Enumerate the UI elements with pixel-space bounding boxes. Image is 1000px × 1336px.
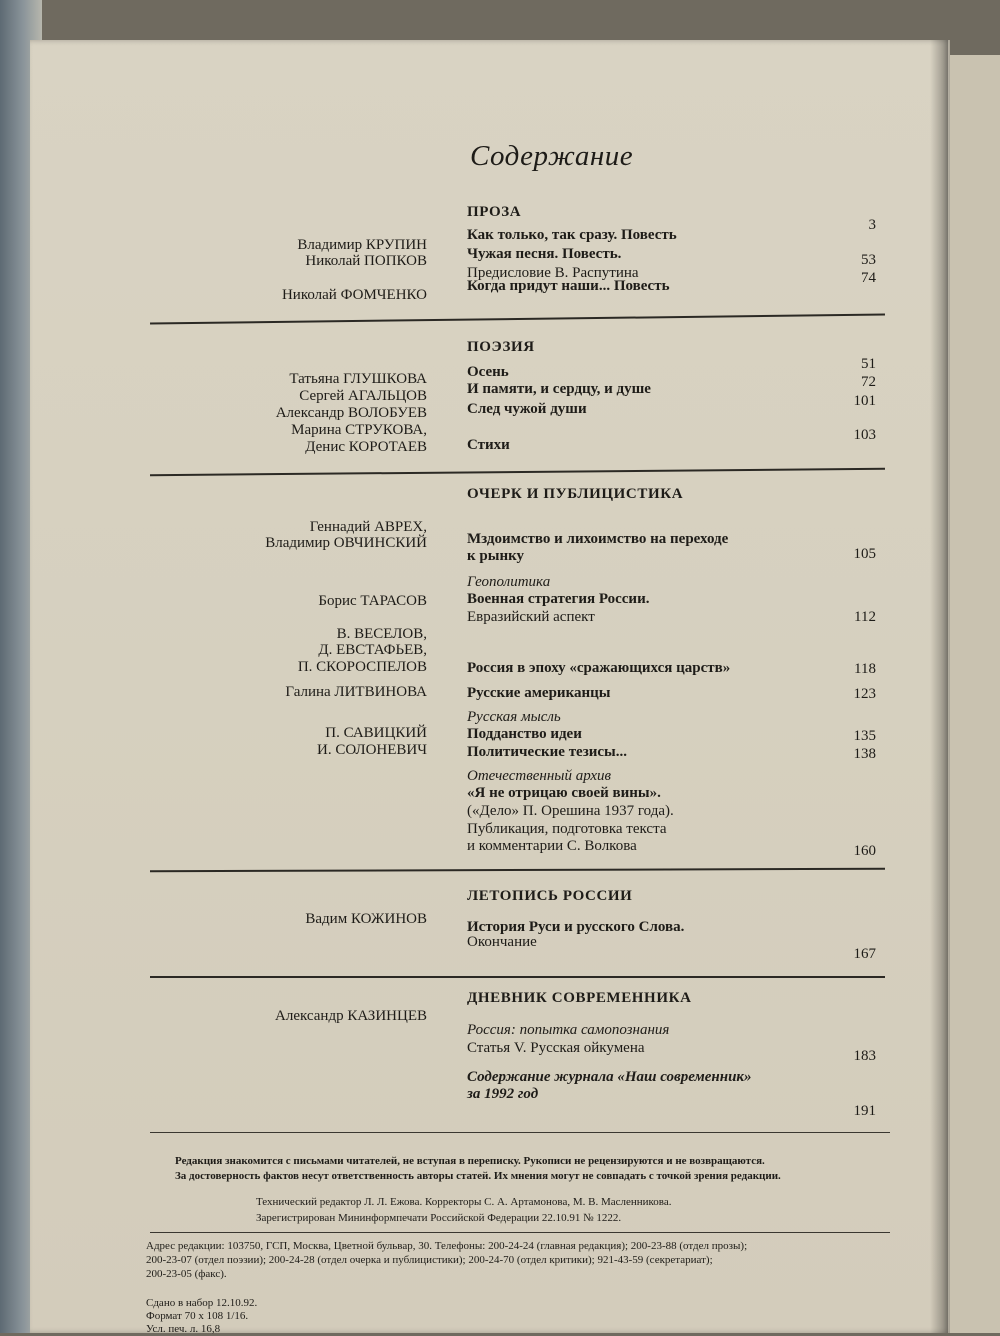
section-heading-chronicle: ЛЕТОПИСЬ РОССИИ: [467, 888, 633, 904]
work-title: Содержание журнала «Наш современник»: [467, 1069, 752, 1085]
author: Николай ПОПКОВ: [305, 253, 427, 269]
imprint-line: Формат 70 х 108 1/16.: [146, 1310, 249, 1322]
work-title: Мздоимство и лихоимство на переходе: [467, 531, 729, 547]
work-title: Русские американцы: [467, 685, 611, 701]
author: Борис ТАРАСОВ: [318, 593, 427, 609]
author: Владимир КРУПИН: [297, 237, 427, 253]
work-title: Политические тезисы...: [467, 744, 628, 760]
author: Татьяна ГЛУШКОВА: [289, 371, 427, 387]
page-number: 123: [853, 686, 876, 702]
author: Александр ВОЛОБУЕВ: [275, 405, 427, 421]
work-title: История Руси и русского Слова.: [467, 919, 685, 935]
page-number: 191: [853, 1103, 876, 1119]
work-title: Чужая песня. Повесть.: [467, 246, 622, 262]
page-number: 138: [853, 746, 876, 762]
page-title: Содержание: [470, 140, 634, 172]
work-title: и комментарии С. Волкова: [467, 838, 637, 854]
work-title: к рынку: [467, 548, 525, 564]
section-heading-essays: ОЧЕРК И ПУБЛИЦИСТИКА: [467, 486, 684, 502]
editorial-address: 200-23-07 (отдел поэзии); 200-24-28 (отдел очерка и публицистики); 200-24-70 (отдел критики); 921-43-59 (секретариат);: [146, 1254, 713, 1266]
work-title: Статья V. Русская ойкумена: [467, 1040, 645, 1056]
section-heading-prose: ПРОЗА: [467, 204, 522, 220]
footer-divider: [150, 1132, 890, 1133]
author: Николай ФОМЧЕНКО: [281, 287, 427, 303]
section-heading-poetry: ПОЭЗИЯ: [467, 339, 535, 355]
author: Денис КОРОТАЕВ: [305, 439, 427, 455]
rubric-title: Геополитика: [467, 574, 551, 590]
page-number: 167: [853, 946, 876, 962]
page-gutter-shadow: [930, 40, 948, 1333]
page-number: 53: [861, 252, 876, 268]
page-number: 135: [853, 728, 876, 744]
author: Марина СТРУКОВА,: [291, 422, 427, 438]
page-number: 103: [853, 427, 876, 443]
work-title: Когда придут наши... Повесть: [467, 278, 670, 294]
page-number: 183: [853, 1048, 876, 1064]
registration-line: Зарегистрирован Мининформпечати Российской Федерации 22.10.91 № 1222.: [256, 1212, 622, 1224]
work-title: Россия в эпоху «сражающихся царств»: [467, 660, 731, 676]
footer-divider: [150, 1232, 890, 1233]
work-title: Публикация, подготовка текста: [467, 821, 667, 837]
editorial-address: 200-23-05 (факс).: [146, 1268, 227, 1280]
author: Вадим КОЖИНОВ: [305, 911, 427, 927]
section-divider: [150, 976, 885, 978]
work-title: И памяти, и сердцу, и душе: [467, 381, 651, 397]
page-number: 3: [868, 217, 876, 233]
author: Галина ЛИТВИНОВА: [285, 684, 427, 700]
work-title: Подданство идеи: [467, 726, 582, 742]
work-title: Военная стратегия России.: [467, 591, 650, 607]
work-title: Окончание: [467, 934, 537, 950]
technical-editor-line: Технический редактор Л. Л. Ежова. Корректоры С. А. Артамонова, М. В. Масленникова.: [256, 1196, 672, 1208]
editorial-note: За достоверность фактов несут ответственность авторы статей. Их мнения могут не совпадать с точкой зрения редакции.: [175, 1170, 781, 1182]
page-number: 101: [853, 393, 876, 409]
editorial-address: Адрес редакции: 103750, ГСП, Москва, Цветной бульвар, 30. Телефоны: 200-24-24 (главная редакция); 200-23-88 (отдел прозы);: [146, 1240, 748, 1252]
author: П. САВИЦКИЙ: [325, 725, 427, 741]
page-number: 72: [861, 374, 876, 390]
author: Владимир ОВЧИНСКИЙ: [265, 535, 427, 551]
author: В. ВЕСЕЛОВ,: [336, 626, 427, 642]
page-number: 74: [861, 270, 876, 286]
rubric-title: Отечественный архив: [467, 768, 612, 784]
author: Сергей АГАЛЬЦОВ: [299, 388, 427, 404]
author: Александр КАЗИНЦЕВ: [275, 1008, 427, 1024]
work-title: «Я не отрицаю своей вины».: [467, 785, 661, 801]
work-title: за 1992 год: [467, 1086, 539, 1102]
imprint-line: Усл. печ. л. 16,8: [146, 1323, 221, 1335]
work-title: Евразийский аспект: [467, 609, 595, 625]
section-heading-diary: ДНЕВНИК СОВРЕМЕННИКА: [467, 990, 692, 1006]
rubric-title: Россия: попытка самопознания: [467, 1022, 670, 1038]
rubric-title: Русская мысль: [467, 709, 561, 725]
author: Д. ЕВСТАФЬЕВ,: [318, 642, 427, 658]
author: И. СОЛОНЕВИЧ: [316, 742, 427, 758]
page-number: 118: [854, 661, 876, 677]
editorial-note: Редакция знакомится с письмами читателей, не вступая в переписку. Рукописи не рецензируются и не возвращаются.: [175, 1155, 765, 1167]
work-title: Предисловие В. Распутина: [467, 265, 639, 281]
author: Геннадий АВРЕХ,: [309, 519, 427, 535]
work-title: Осень: [467, 364, 509, 380]
author: П. СКОРОСПЕЛОВ: [297, 659, 427, 675]
work-title: Как только, так сразу. Повесть: [467, 227, 677, 243]
work-title: След чужой души: [467, 401, 587, 417]
page-number: 112: [854, 609, 876, 625]
page-number: 160: [853, 843, 876, 859]
work-title: Стихи: [467, 437, 510, 453]
work-title: («Дело» П. Орешина 1937 года).: [467, 803, 674, 819]
imprint-line: Сдано в набор 12.10.92.: [146, 1297, 258, 1309]
page-number: 51: [861, 356, 876, 372]
page-number: 105: [853, 546, 876, 562]
